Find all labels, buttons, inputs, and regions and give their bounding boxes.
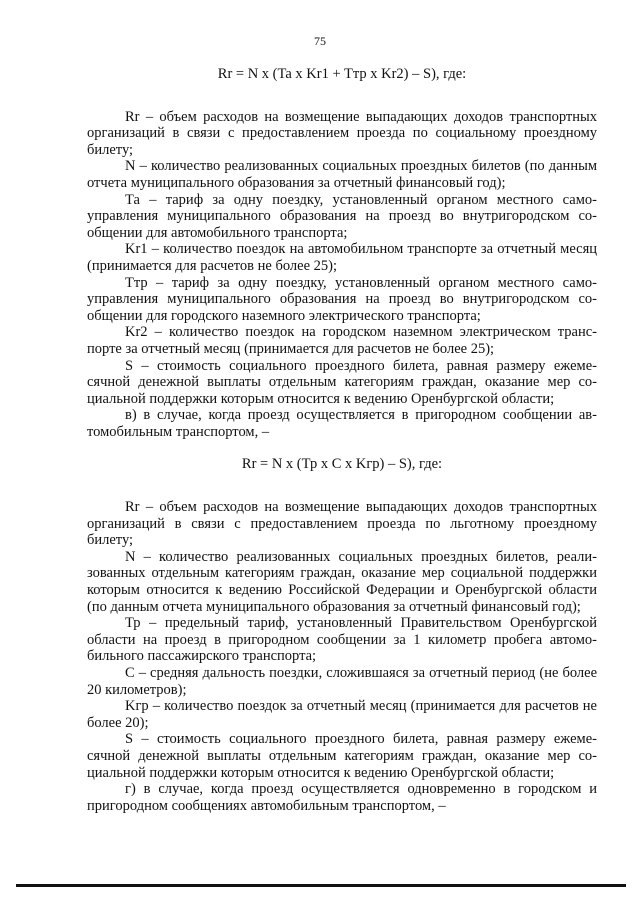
formula-rr-suburban: Rr = N x (Тр x C x Kгр) – S), где: bbox=[241, 456, 443, 473]
bottom-rule bbox=[16, 884, 626, 887]
definition-ta: Та – тариф за одну поездку, установленный органом местного самоуправления муниципального образования на проезд во внутригородском сообщении для автомобильного транспорта; bbox=[87, 191, 597, 241]
formula-rr-urban: Rr = N x (Ta x Kr1 + Tтр x Kr2) – S), где: bbox=[217, 66, 467, 82]
definition-rr: Rr – объем расходов на возмещение выпадающих доходов транспортных организаций в связи с предоставлением проезда по социальному проездному билету; bbox=[87, 108, 597, 158]
definition-n: N – количество реализованных социальных проездных билетов (по данным отчета муниципального образования за отчетный финансовый год); bbox=[87, 158, 597, 191]
definition-kgr: Kгр – количество поездок за отчетный месяц (принимается для расчетов не более 20); bbox=[87, 698, 597, 731]
definitions-suburban bbox=[87, 499, 597, 814]
definition-c: С – средняя дальность поездки, сложившаяся за отчетный период (не более 20 километров); bbox=[87, 665, 597, 698]
clause-v: в) в случае, когда проезд осуществляется в пригородном сообщении автомобильным транспортом, – bbox=[87, 407, 597, 440]
definition-tr: Тр – предельный тариф, установленный Правительством Оренбургской области на проезд в пригородном сообщении за 1 километр пробега автомобильного пассажирского транспорта; bbox=[87, 615, 597, 665]
definition-n: N – количество реализованных социальных проездных билетов, реализованных отдельным категориям граждан, оказание мер социальной поддержки которым относится к ведению Российской Федерации и Оренбургской области (по данным отчета муниципального образования за отчетный финансовый год); bbox=[87, 548, 597, 615]
definition-ttr: Ттр – тариф за одну поездку, установленный органом местного самоуправления муниципального образования на проезд во внутригородском сообщении для городского наземного электрического транспорта; bbox=[87, 274, 597, 324]
definition-s: S – стоимость социального проездного билета, равная размеру ежемесячной денежной выплаты отдельным категориям граждан, оказание мер социальной поддержки которым относится к ведению Оренбургской области; bbox=[87, 357, 597, 407]
definitions-urban bbox=[87, 109, 597, 441]
clause-g: г) в случае, когда проезд осуществляется одновременно в городском и пригородном сообщениях автомобильным транспортом, – bbox=[87, 781, 597, 814]
page-number: 75 bbox=[314, 34, 326, 48]
definition-kr1: Kr1 – количество поездок на автомобильном транспорте за отчетный месяц (принимается для расчетов не более 25); bbox=[87, 241, 597, 274]
definition-s: S – стоимость социального проездного билета, равная размеру ежемесячной денежной выплаты отдельным категориям граждан, оказание мер социальной поддержки которым относится к ведению Оренбургской области; bbox=[87, 731, 597, 781]
definition-kr2: Kr2 – количество поездок на городском наземном электрическом транспорте за отчетный месяц (принимается для расчетов не более 25); bbox=[87, 324, 597, 357]
document-body bbox=[87, 66, 597, 814]
definition-rr: Rr – объем расходов на возмещение выпадающих доходов транспортных организаций в связи с предоставлением проезда по льготному проездному билету; bbox=[87, 499, 597, 549]
